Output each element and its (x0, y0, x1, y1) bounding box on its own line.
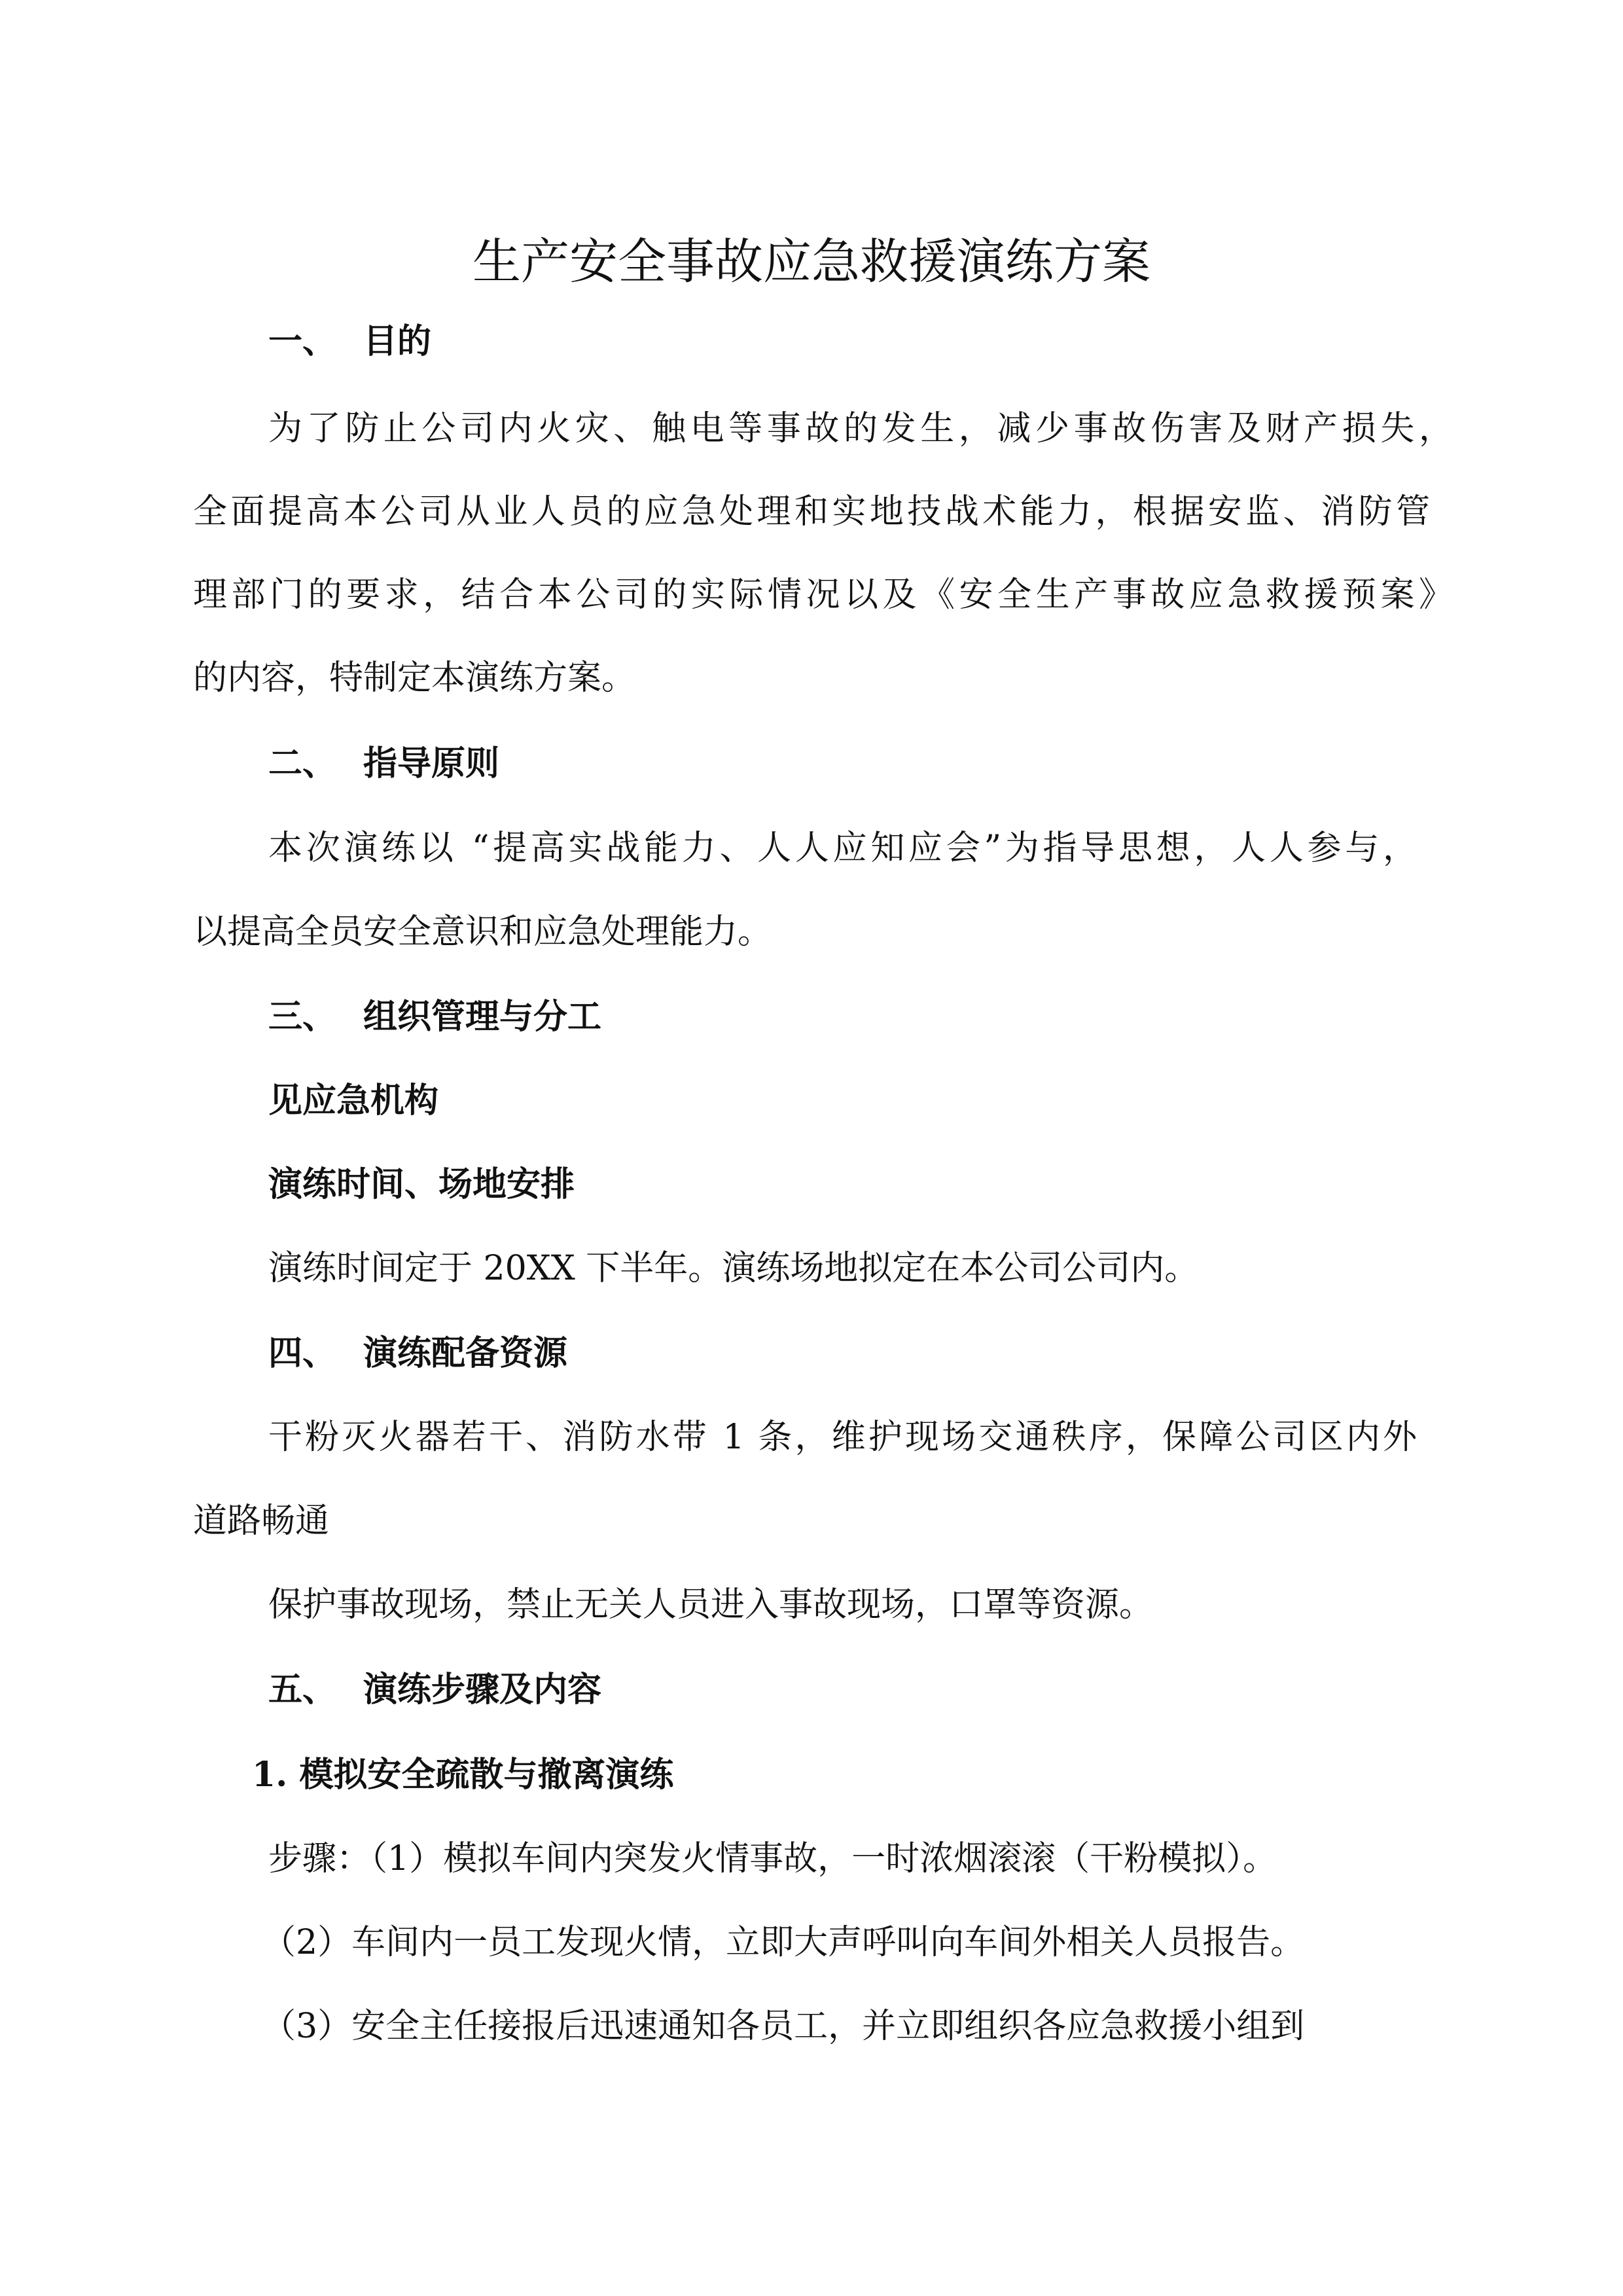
section-heading-2 (268, 743, 499, 785)
section-number-1: 一、 (268, 321, 337, 361)
paragraph-line: 为了防止公司内火灾、触电等事故的发生，减少事故伤害及财产损失， (268, 409, 1453, 448)
section-number-2: 二、 (268, 744, 337, 783)
subheading: 见应急机构 (268, 1081, 439, 1121)
paragraph-line: 步骤：（1）模拟车间内突发火情事故，一时浓烟滚滚（干粉模拟）。 (268, 1839, 1277, 1878)
paragraph-line: 本次演练以 “提高实战能力、人人应知应会”为指导思想，人人参与， (268, 829, 1417, 868)
section-title-2: 指导原则 (363, 744, 500, 783)
paragraph-line: 以提高全员安全意识和应急处理能力。 (193, 912, 772, 952)
section-heading-4 (268, 1333, 567, 1374)
section-number-4: 四、 (268, 1333, 337, 1373)
paragraph-line: 道路畅通 (193, 1501, 330, 1541)
page-title: 生产安全事故应急救援演练方案 (473, 234, 1150, 290)
section-number-5: 五、 (268, 1670, 337, 1710)
paragraph-line: （2）车间内一员工发现火情，立即大声呼叫向车间外相关人员报告。 (262, 1923, 1305, 1962)
paragraph-line: （3）安全主任接报后迅速通知各员工，并立即组织各应急救援小组到 (262, 2007, 1305, 2046)
subheading: 演练时间、场地安排 (268, 1164, 575, 1204)
section-heading-3 (268, 996, 601, 1038)
paragraph-line: 保护事故现场，禁止无关人员进入事故现场，口罩等资源。 (268, 1585, 1154, 1624)
section-heading-1 (268, 321, 431, 363)
section-title-1: 目的 (363, 321, 432, 361)
section-title-3: 组织管理与分工 (363, 997, 602, 1037)
section-title-4: 演练配备资源 (363, 1333, 568, 1373)
paragraph-line: 全面提高本公司从业人员的应急处理和实地技战术能力，根据安监、消防管 (193, 492, 1430, 531)
subheading: 1. 模拟安全疏散与撤离演练 (252, 1755, 674, 1795)
section-title-5: 演练步骤及内容 (363, 1670, 602, 1710)
paragraph-line: 的内容，特制定本演练方案。 (193, 658, 636, 698)
section-number-3: 三、 (268, 997, 337, 1037)
paragraph-line: 演练时间定于 20XX 下半年。演练场地拟定在本公司公司内。 (268, 1249, 1199, 1288)
paragraph-line: 干粉灭火器若干、消防水带 1 条，维护现场交通秩序，保障公司区内外 (268, 1418, 1417, 1457)
section-heading-5 (268, 1669, 601, 1711)
paragraph-line: 理部门的要求，结合本公司的实际情况以及《安全生产事故应急救援预案》 (193, 575, 1453, 615)
